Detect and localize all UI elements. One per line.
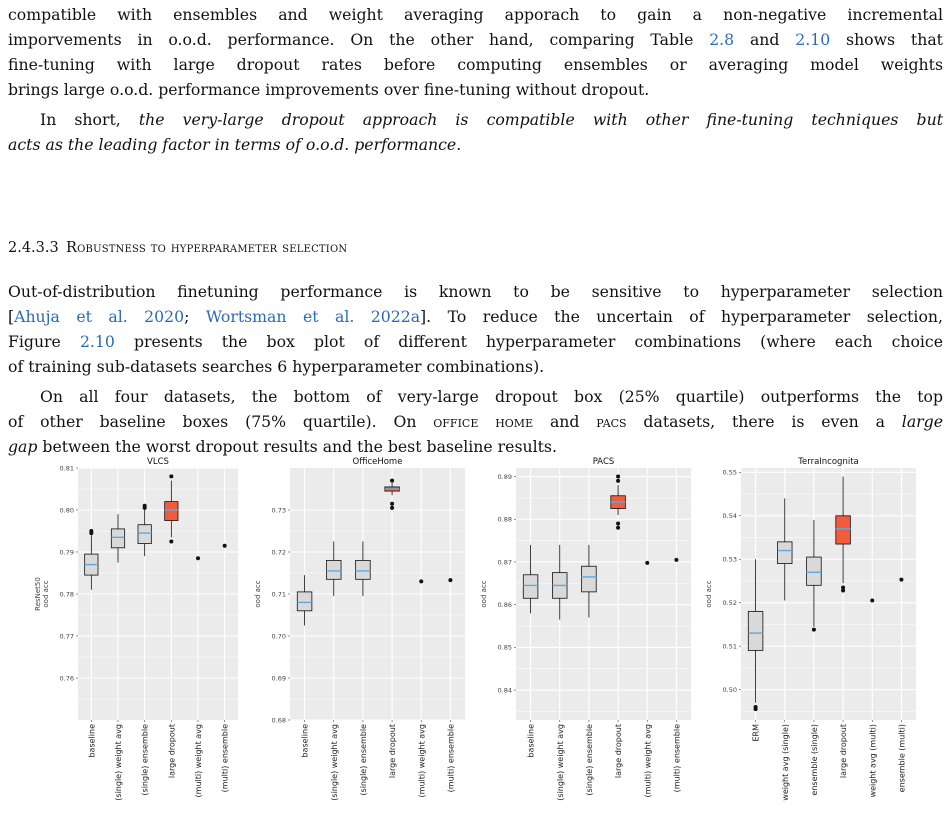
paragraph-line: Figure 2.10 presents the box plot of different hyperparameter combinations (where each choice	[8, 332, 943, 351]
paragraph-line: compatible with ensembles and weight averaging apporach to gain a non-negative incremental	[8, 5, 943, 24]
paragraph-line: imporvements in o.o.d. performance. On the other hand, comparing Table 2.8 and 2.10 shows that	[8, 30, 943, 49]
x-tick-label: weight avg (multi)	[868, 724, 878, 798]
citation-link[interactable]: Wortsman et al. 2022a	[205, 307, 421, 326]
x-tick-label: (single) ensemble	[358, 724, 368, 796]
y-tick-label: 0.69	[271, 674, 286, 683]
x-tick-label: baseline	[300, 724, 310, 758]
y-tick-label: 0.78	[59, 590, 74, 599]
box	[748, 611, 763, 650]
y-tick-label: 0.72	[271, 548, 286, 557]
data-point	[223, 544, 227, 548]
x-tick-label: (multi) weight avg	[417, 724, 427, 798]
x-tick-label: (multi) ensemble	[446, 724, 456, 793]
x-tick-label: (single) ensemble	[140, 724, 150, 796]
x-tick-label: (multi) weight avg	[643, 724, 653, 798]
chart-title: PACS	[592, 457, 615, 467]
x-tick-label: large dropout	[614, 724, 624, 779]
x-tick-label: baseline	[87, 724, 97, 758]
x-tick-label: (multi) ensemble	[220, 724, 230, 793]
box	[165, 502, 178, 521]
box	[111, 529, 124, 548]
y-tick-label: 0.88	[497, 515, 512, 524]
outlier-point	[841, 585, 845, 589]
y-axis-label: ood acc	[42, 580, 50, 608]
y-tick-label: 0.80	[59, 506, 74, 515]
x-tick-label: ERM	[751, 724, 761, 742]
data-point	[196, 556, 200, 560]
y-tick-label: 0.50	[722, 685, 737, 694]
x-tick-label: ensemble (single)	[809, 724, 819, 796]
chart-title: TerraIncognita	[798, 457, 859, 467]
y-tick-label: 0.85	[497, 643, 512, 652]
outlier-point	[390, 506, 394, 510]
figure-link[interactable]: 2.10	[79, 332, 115, 351]
data-point	[448, 578, 452, 582]
box	[836, 516, 851, 544]
table-link[interactable]: 2.10	[795, 30, 831, 49]
outlier-point	[390, 479, 394, 483]
box	[777, 542, 792, 564]
paragraph-line: [Ahuja et al. 2020; Wortsman et al. 2022a]. To reduce the uncertain of hyperparameter selection,	[8, 307, 943, 326]
x-tick-label: (single) weight avg	[555, 724, 565, 801]
y-axis-label: ood acc	[705, 580, 713, 608]
table-link[interactable]: 2.8	[709, 30, 735, 49]
paragraph-line: fine-tuning with large dropout rates before computing ensembles or averaging model weights	[8, 55, 943, 74]
y-axis-label: ood acc	[254, 580, 262, 608]
y-tick-label: 0.79	[59, 548, 74, 557]
x-tick-label: large dropout	[839, 724, 849, 779]
x-tick-label: weight avg (single)	[780, 724, 790, 801]
x-tick-label: (single) weight avg	[114, 724, 123, 801]
data-point	[419, 579, 423, 583]
chart-title: VLCS	[147, 457, 169, 467]
data-point	[645, 561, 649, 565]
y-tick-label: 0.73	[271, 506, 286, 515]
paragraph-line: Out-of-distribution finetuning performance is known to be sensitive to hyperparameter selection	[8, 282, 943, 301]
outlier-point	[143, 504, 147, 508]
data-point	[674, 558, 678, 562]
outlier-point	[390, 502, 394, 506]
box	[326, 560, 341, 579]
y-tick-label: 0.71	[271, 590, 286, 599]
y-tick-label: 0.68	[271, 716, 286, 725]
y-tick-label: 0.86	[497, 600, 512, 609]
y-tick-label: 0.53	[722, 555, 737, 564]
outlier-point	[754, 705, 758, 709]
y-axis-label: ood acc	[480, 580, 488, 608]
plot-panel	[741, 468, 916, 720]
y-axis-label: ResNet50	[34, 577, 42, 611]
outlier-point	[89, 529, 93, 533]
y-tick-label: 0.81	[59, 464, 74, 473]
box	[138, 525, 151, 544]
y-tick-label: 0.54	[722, 512, 737, 521]
outlier-point	[169, 474, 173, 478]
y-tick-label: 0.89	[497, 472, 512, 481]
y-tick-label: 0.70	[271, 632, 286, 641]
y-tick-label: 0.77	[59, 632, 74, 641]
y-tick-label: 0.55	[722, 468, 737, 477]
box	[523, 575, 538, 598]
paragraph-line: of training sub-datasets searches 6 hyperparameter combinations).	[8, 357, 545, 376]
x-tick-label: ensemble (multi)	[897, 724, 907, 793]
box	[582, 566, 597, 592]
citation-link[interactable]: Ahuja et al. 2020	[14, 307, 185, 326]
y-tick-label: 0.51	[722, 642, 737, 651]
paragraph-line: In short, the very-large dropout approach is compatible with other fine-tuning techniques but	[40, 110, 944, 129]
x-tick-label: large dropout	[167, 724, 177, 779]
x-tick-label: (single) weight avg	[329, 724, 339, 801]
x-tick-label: (multi) weight avg	[194, 724, 203, 798]
outlier-point	[169, 540, 173, 544]
y-tick-label: 0.87	[497, 558, 512, 567]
data-point	[899, 578, 903, 582]
section-number: 2.4.3.3	[8, 240, 59, 256]
outlier-point	[616, 526, 620, 530]
data-point	[870, 599, 874, 603]
plot-panel	[516, 468, 691, 720]
paragraph-line: of other baseline boxes (75% quartile). On office home and pacs datasets, there is even a large	[8, 412, 943, 431]
paragraph-line: On all four datasets, the bottom of very-large dropout box (25% quartile) outperforms the top	[40, 387, 943, 406]
x-tick-label: large dropout	[388, 724, 398, 779]
box	[356, 560, 371, 579]
box	[807, 557, 822, 585]
y-tick-label: 0.52	[722, 598, 737, 607]
paragraph-line: brings large o.o.d. performance improvements over fine-tuning without dropout.	[8, 80, 650, 99]
outlier-point	[812, 628, 816, 632]
x-tick-label: (multi) ensemble	[672, 724, 682, 793]
paragraph-line: gap between the worst dropout results and the best baseline results.	[8, 437, 557, 456]
x-tick-label: baseline	[526, 724, 536, 758]
outlier-point	[616, 479, 620, 483]
section-title: Robustness to hyperparameter selection	[66, 240, 348, 256]
y-tick-label: 0.84	[497, 686, 512, 695]
x-tick-label: (single) ensemble	[584, 724, 594, 796]
box	[297, 592, 312, 611]
paragraph-line: acts as the leading factor in terms of o.o.d. performance.	[8, 135, 462, 154]
outlier-point	[616, 522, 620, 526]
y-tick-label: 0.76	[59, 674, 74, 683]
outlier-point	[616, 475, 620, 479]
chart-title: OfficeHome	[352, 457, 403, 467]
